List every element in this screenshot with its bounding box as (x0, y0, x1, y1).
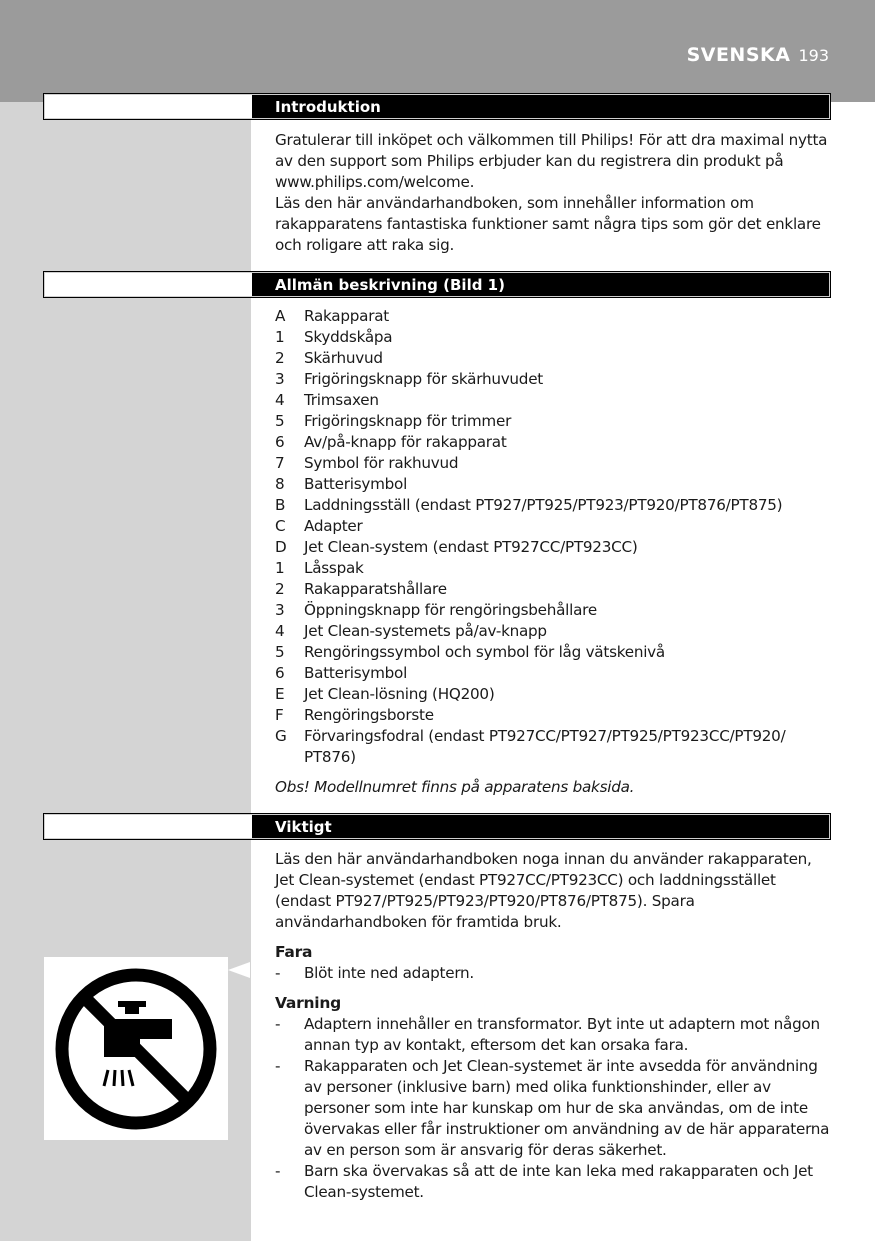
list-item-key: E (275, 685, 285, 703)
list-item-text: Skyddskåpa (304, 328, 393, 346)
list-item-text: Laddningsställ (endast PT927/PT925/PT923/PT920/PT876/PT875) (304, 496, 783, 514)
list-item (275, 726, 830, 768)
list-item-text: Barn ska övervakas så att de inte kan leka med rakapparaten och Jet Clean-systemet. (304, 1162, 813, 1201)
list-item-key: F (275, 706, 284, 724)
list-item-text: Adapter (304, 517, 363, 535)
list-item-key: 4 (275, 391, 285, 409)
danger-heading: Fara (275, 943, 313, 961)
warning-list (275, 1014, 830, 1203)
list-item (275, 390, 830, 411)
list-item-text: Låsspak (304, 559, 364, 577)
intro-paragraph: Gratulerar till inköpet och välkommen till Philips! För att dra maximal nytta av den support som Philips erbjuder kan du registrera din produkt på www.philips.com/welcome. (275, 131, 828, 191)
list-item-key: 2 (275, 349, 285, 367)
list-item (275, 306, 830, 327)
warning-heading: Varning (275, 994, 341, 1012)
section-title-introduction: Introduktion (275, 98, 381, 116)
list-item-key: 4 (275, 622, 285, 640)
list-item-text: Rakapparatshållare (304, 580, 447, 598)
list-item (275, 600, 830, 621)
list-item-key: 2 (275, 580, 285, 598)
list-item-text: Frigöringsknapp för trimmer (304, 412, 512, 430)
intro-text (275, 130, 830, 256)
list-item-text: Jet Clean-systemets på/av-knapp (304, 622, 547, 640)
list-item (275, 411, 830, 432)
list-item (275, 432, 830, 453)
list-item-key: 3 (275, 370, 285, 388)
list-item-text: Trimsaxen (304, 391, 379, 409)
page-header (687, 44, 829, 66)
list-item-text: Jet Clean-lösning (HQ200) (304, 685, 495, 703)
list-item-key: - (275, 1015, 281, 1033)
section-bar-important (44, 814, 830, 839)
list-item-text: Frigöringsknapp för skärhuvudet (304, 370, 543, 388)
list-item-text: Förvaringsfodral (endast PT927CC/PT927/PT925/PT923CC/PT920/ PT876) (304, 727, 786, 766)
list-item-key: 8 (275, 475, 285, 493)
no-water-tap-icon (44, 957, 228, 1140)
section-bar-white-box (45, 815, 252, 838)
section-bar-white-box (45, 273, 252, 296)
list-item-key: A (275, 307, 286, 325)
list-item-key: 5 (275, 412, 285, 430)
icon-pointer (228, 962, 250, 978)
list-item-key: B (275, 496, 286, 514)
list-item-text: Rengöringssymbol och symbol för låg vätskenivå (304, 643, 665, 661)
list-item (275, 642, 830, 663)
list-item-text: Rakapparaten och Jet Clean-systemet är inte avsedda för användning av personer (inklusive barn) med olika funktionshinder, eller av personer som inte har kunskap om hur de ska användas, om de inte övervakas eller får instruktioner om användning av de här apparaterna av en person som är ansvarig för deras säkerhet. (304, 1057, 830, 1159)
important-paragraph: Läs den här användarhandboken noga innan du använder rakapparaten, Jet Clean-systemet (endast PT927CC/PT923CC) och laddningsstället (endast PT927/PT925/PT923/PT920/PT876/PT875). Spara användarhandboken för framtida bruk. (275, 850, 812, 931)
list-item-key: D (275, 538, 287, 556)
list-item-text: Jet Clean-system (endast PT927CC/PT923CC) (304, 538, 638, 556)
list-item-key: 6 (275, 664, 285, 682)
list-item-key: - (275, 1162, 281, 1180)
list-item (275, 453, 830, 474)
list-item-text: Skärhuvud (304, 349, 383, 367)
section-title-important: Viktigt (275, 818, 332, 836)
list-item-key: 3 (275, 601, 285, 619)
list-item-key: G (275, 727, 287, 745)
list-item (275, 474, 830, 495)
list-item-key: 1 (275, 559, 285, 577)
list-item-key: - (275, 1057, 281, 1075)
list-item-text: Batterisymbol (304, 475, 408, 493)
list-item (275, 537, 830, 558)
list-item-key: C (275, 517, 286, 535)
list-item (275, 1014, 830, 1056)
list-item-text: Symbol för rakhuvud (304, 454, 459, 472)
list-item (275, 684, 830, 705)
list-item-text: Rakapparat (304, 307, 389, 325)
list-item-text: Blöt inte ned adaptern. (304, 964, 474, 982)
list-item (275, 705, 830, 726)
list-item-text: Öppningsknapp för rengöringsbehållare (304, 601, 597, 619)
list-item-key: 1 (275, 328, 285, 346)
general-description (275, 306, 830, 798)
important-text (275, 849, 830, 1203)
list-item-text: Batterisymbol (304, 664, 408, 682)
parts-list (275, 306, 830, 768)
model-note: Obs! Modellnumret finns på apparatens baksida. (275, 778, 635, 796)
list-item-text: Adaptern innehåller en transformator. Byt inte ut adaptern mot någon annan typ av kontakt, eftersom det kan orsaka fara. (304, 1015, 820, 1054)
icon-panel (44, 957, 228, 1140)
list-item-text: Av/på-knapp för rakapparat (304, 433, 507, 451)
section-title-general-description: Allmän beskrivning (Bild 1) (275, 276, 505, 294)
list-item (275, 621, 830, 642)
section-bar-introduction (44, 94, 830, 119)
list-item-key: - (275, 964, 281, 982)
section-bar-general-description (44, 272, 830, 297)
section-bar-white-box (45, 95, 252, 118)
list-item (275, 663, 830, 684)
page-number: 193 (798, 46, 829, 65)
list-item (275, 963, 830, 984)
language-label: SVENSKA (686, 44, 791, 66)
list-item (275, 327, 830, 348)
intro-paragraph: Läs den här användarhandboken, som innehåller information om rakapparatens fantastiska funktioner samt några tips som gör det enklare och roligare att raka sig. (275, 194, 821, 254)
list-item (275, 495, 830, 516)
list-item (275, 1161, 830, 1203)
list-item (275, 579, 830, 600)
list-item (275, 369, 830, 390)
list-item-text: Rengöringsborste (304, 706, 434, 724)
list-item-key: 7 (275, 454, 285, 472)
danger-list (275, 963, 830, 984)
list-item (275, 348, 830, 369)
list-item-key: 5 (275, 643, 285, 661)
list-item-key: 6 (275, 433, 285, 451)
list-item (275, 558, 830, 579)
list-item (275, 1056, 830, 1161)
list-item (275, 516, 830, 537)
